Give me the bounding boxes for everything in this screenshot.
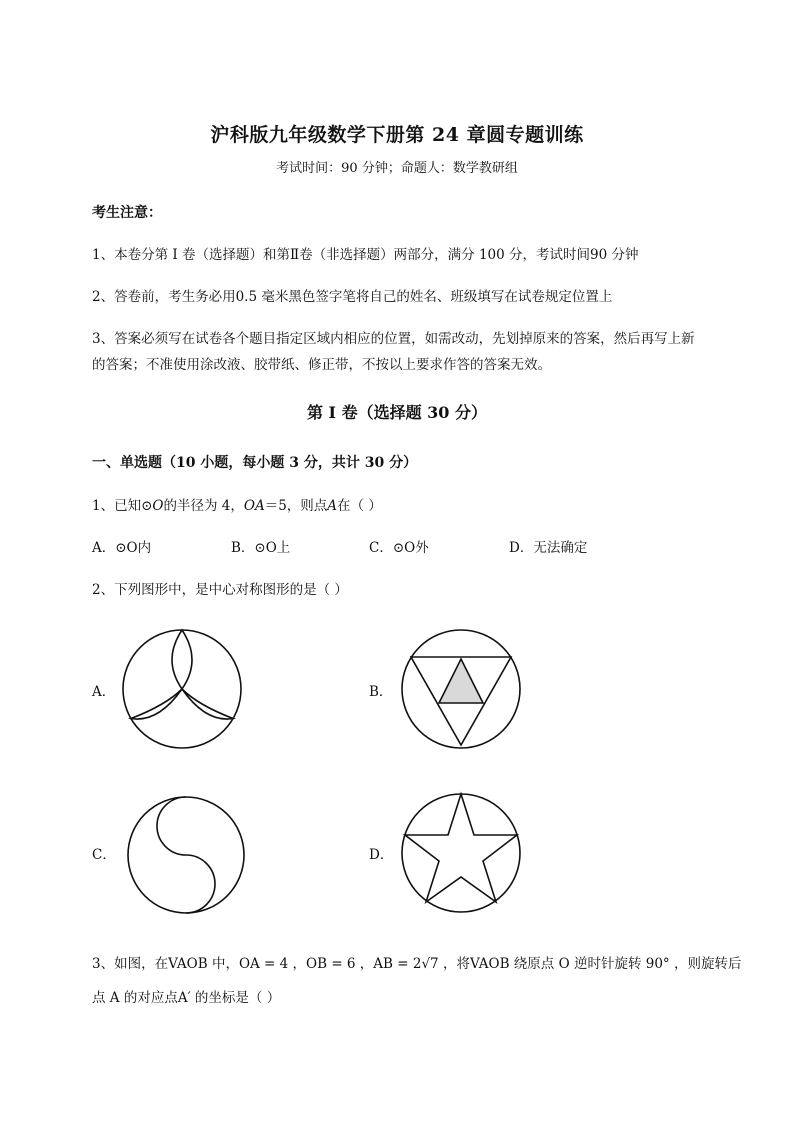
figure-a-left-lens (131, 689, 182, 719)
figure-d-outer-circle (402, 794, 520, 912)
figure-d-star-shape (405, 794, 517, 902)
q1-var-o: O (152, 498, 164, 514)
notice-item-2: 2、答卷前，考生务必用0.5 毫米黑色签字笔将自己的姓名、班级填写在试卷规定位置上 (92, 289, 613, 305)
q1-text-d: 在（ ） (337, 498, 382, 514)
notice-item-1: 1、本卷分第 I 卷（选择题）和第Ⅱ卷（非选择题）两部分，满分 100 分，考试时间90 分钟 (92, 247, 639, 263)
q1-text-b: 的半径为 4， (163, 498, 244, 514)
question-2: 2、下列图形中，是中心对称图形的是（ ） (92, 582, 348, 598)
page-title: 沪科版九年级数学下册第 24 章圆专题训练 (210, 124, 584, 146)
q1-text-c: ＝5，则点 (264, 498, 328, 514)
q1-option-d: D．无法确定 (509, 540, 588, 556)
question-1 (92, 494, 382, 514)
q2-label-b: B． (369, 684, 393, 700)
part-heading: 一、单选题（10 小题，每小题 3 分，共计 30 分） (92, 455, 418, 471)
notice-item-3-cont: 的答案；不准使用涂改液、胶带纸、修正带，不按以上要求作答的答案无效。 (92, 357, 551, 373)
q1-var-oa: OA (243, 498, 265, 514)
figure-c-s-curve (157, 797, 215, 913)
q1-option-a: A．⊙O内 (92, 540, 152, 556)
q2-label-c: C． (92, 847, 116, 863)
figure-a-trefoil (118, 625, 246, 753)
page-subtitle: 考试时间：90 分钟；命题人：数学教研组 (276, 161, 518, 176)
q2-label-d: D． (369, 847, 394, 863)
q1-option-c: C．⊙O外 (369, 540, 429, 556)
figure-a-right-lens (182, 689, 233, 719)
notice-item-3: 3、答案必须写在试卷各个题目指定区域内相应的位置，如需改动，先划掉原来的答案，然后再写上新 (92, 331, 695, 347)
figure-c-yinyang (124, 793, 248, 917)
section-title: 第 I 卷（选择题 30 分） (306, 403, 488, 422)
q2-label-a: A． (92, 684, 116, 700)
q1-option-b: B．⊙O上 (231, 540, 291, 556)
figure-a-top-lens (172, 630, 192, 689)
q1-var-a: A (327, 498, 338, 514)
question-3-line-1: 3、如图，在VAOB 中，OA = 4 ，OB = 6 ，AB = 2√7 ，将VAOB 绕原点 O 逆时针旋转 90° ，则旋转后 (92, 956, 742, 972)
q1-text-a: 1、已知⊙ (92, 498, 153, 514)
figure-b-shaded-triangle (439, 659, 483, 703)
notice-heading: 考生注意： (92, 205, 162, 221)
figure-b-triangle (397, 625, 525, 753)
question-3-line-2: 点 A 的对应点A′ 的坐标是（ ） (92, 990, 281, 1006)
figure-d-star (397, 789, 525, 917)
